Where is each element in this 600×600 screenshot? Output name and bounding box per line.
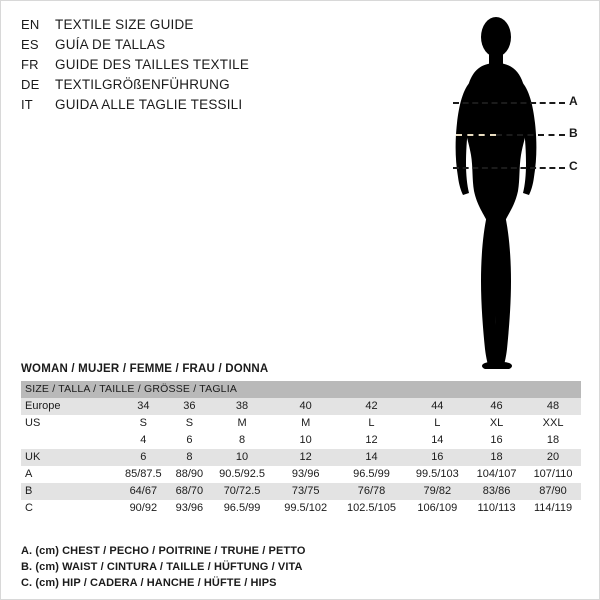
cell: 44 (407, 398, 468, 415)
cell: 8 (209, 432, 275, 449)
cell: 64/67 (117, 483, 170, 500)
row-label (21, 432, 117, 449)
size-table (21, 381, 581, 517)
cell: 83/86 (468, 483, 525, 500)
measurement-figure (401, 9, 591, 369)
measure-label-b: B (569, 126, 578, 140)
table-row (21, 483, 581, 500)
measure-label-a: A (569, 94, 578, 108)
measure-line-waist-left (456, 134, 496, 136)
cell: M (209, 415, 275, 432)
cell: 34 (117, 398, 170, 415)
row-label: US (21, 415, 117, 432)
language-title: GUIDE DES TAILLES TEXTILE (55, 57, 250, 72)
cell: 16 (407, 449, 468, 466)
cell: 76/78 (336, 483, 406, 500)
cell: XXL (525, 415, 581, 432)
measure-line-chest (453, 102, 565, 104)
language-row (21, 75, 341, 95)
cell: 90.5/92.5 (209, 466, 275, 483)
cell: 42 (336, 398, 406, 415)
cell: 4 (117, 432, 170, 449)
language-code: IT (21, 97, 33, 112)
cell: 16 (468, 432, 525, 449)
table-header-label: SIZE / TALLA / TAILLE / GRÖSSE / TAGLIA (25, 383, 238, 395)
language-row (21, 95, 341, 115)
cell: 68/70 (170, 483, 209, 500)
cell: 87/90 (525, 483, 581, 500)
measure-label-c: C (569, 159, 578, 173)
cell: XL (468, 415, 525, 432)
row-label: Europe (21, 398, 117, 415)
cell: 85/87.5 (117, 466, 170, 483)
cell: 93/96 (275, 466, 336, 483)
cell: 48 (525, 398, 581, 415)
language-title: GUÍA DE TALLAS (55, 37, 166, 52)
table-row (21, 432, 581, 449)
cell: 96.5/99 (336, 466, 406, 483)
language-title: GUIDA ALLE TAGLIE TESSILI (55, 97, 243, 112)
cell: 10 (209, 449, 275, 466)
table-row (21, 415, 581, 432)
cell: 6 (117, 449, 170, 466)
note-chest: A. (cm) CHEST / PECHO / POITRINE / TRUHE / PETTO (21, 545, 306, 557)
cell: 104/107 (468, 466, 525, 483)
cell: 70/72.5 (209, 483, 275, 500)
row-label: UK (21, 449, 117, 466)
cell: 12 (275, 449, 336, 466)
measure-line-hip (453, 167, 565, 169)
note-hip: C. (cm) HIP / CADERA / HANCHE / HÜFTE / HIPS (21, 577, 277, 589)
size-table-wrapper (21, 381, 581, 517)
language-code: ES (21, 37, 39, 52)
cell: L (407, 415, 468, 432)
language-row (21, 35, 341, 55)
cell: 73/75 (275, 483, 336, 500)
cell: 14 (336, 449, 406, 466)
cell: 38 (209, 398, 275, 415)
cell: 90/92 (117, 500, 170, 517)
language-row (21, 15, 341, 35)
cell: 18 (468, 449, 525, 466)
cell: 36 (170, 398, 209, 415)
cell: 46 (468, 398, 525, 415)
cell: 8 (170, 449, 209, 466)
cell: 20 (525, 449, 581, 466)
cell: S (170, 415, 209, 432)
cell: L (336, 415, 406, 432)
gender-caption: WOMAN / MUJER / FEMME / FRAU / DONNA (21, 363, 269, 375)
cell: 107/110 (525, 466, 581, 483)
table-row (21, 500, 581, 517)
cell: 99.5/103 (407, 466, 468, 483)
cell: 102.5/105 (336, 500, 406, 517)
cell: 114/119 (525, 500, 581, 517)
table-row (21, 449, 581, 466)
note-waist: B. (cm) WAIST / CINTURA / TAILLE / HÜFTUNG / VITA (21, 561, 303, 573)
table-row (21, 398, 581, 415)
measurement-notes (21, 543, 581, 591)
cell: 99.5/102 (275, 500, 336, 517)
table-row (21, 466, 581, 483)
language-row (21, 55, 341, 75)
measure-line-waist (496, 134, 565, 136)
female-silhouette-icon (411, 9, 581, 369)
row-label: C (21, 500, 117, 517)
cell: M (275, 415, 336, 432)
cell: 96.5/99 (209, 500, 275, 517)
cell: S (117, 415, 170, 432)
cell: 10 (275, 432, 336, 449)
cell: 93/96 (170, 500, 209, 517)
cell: 79/82 (407, 483, 468, 500)
language-code: FR (21, 57, 39, 72)
row-label: B (21, 483, 117, 500)
cell: 88/90 (170, 466, 209, 483)
cell: 40 (275, 398, 336, 415)
table-header-row (21, 381, 581, 398)
language-title: TEXTILGRÖßENFÜHRUNG (55, 77, 230, 92)
language-code: DE (21, 77, 40, 92)
cell: 14 (407, 432, 468, 449)
cell: 6 (170, 432, 209, 449)
language-title: TEXTILE SIZE GUIDE (55, 17, 194, 32)
cell: 106/109 (407, 500, 468, 517)
row-label: A (21, 466, 117, 483)
cell: 110/113 (468, 500, 525, 517)
cell: 12 (336, 432, 406, 449)
cell: 18 (525, 432, 581, 449)
language-title-block (21, 15, 341, 115)
language-code: EN (21, 17, 40, 32)
